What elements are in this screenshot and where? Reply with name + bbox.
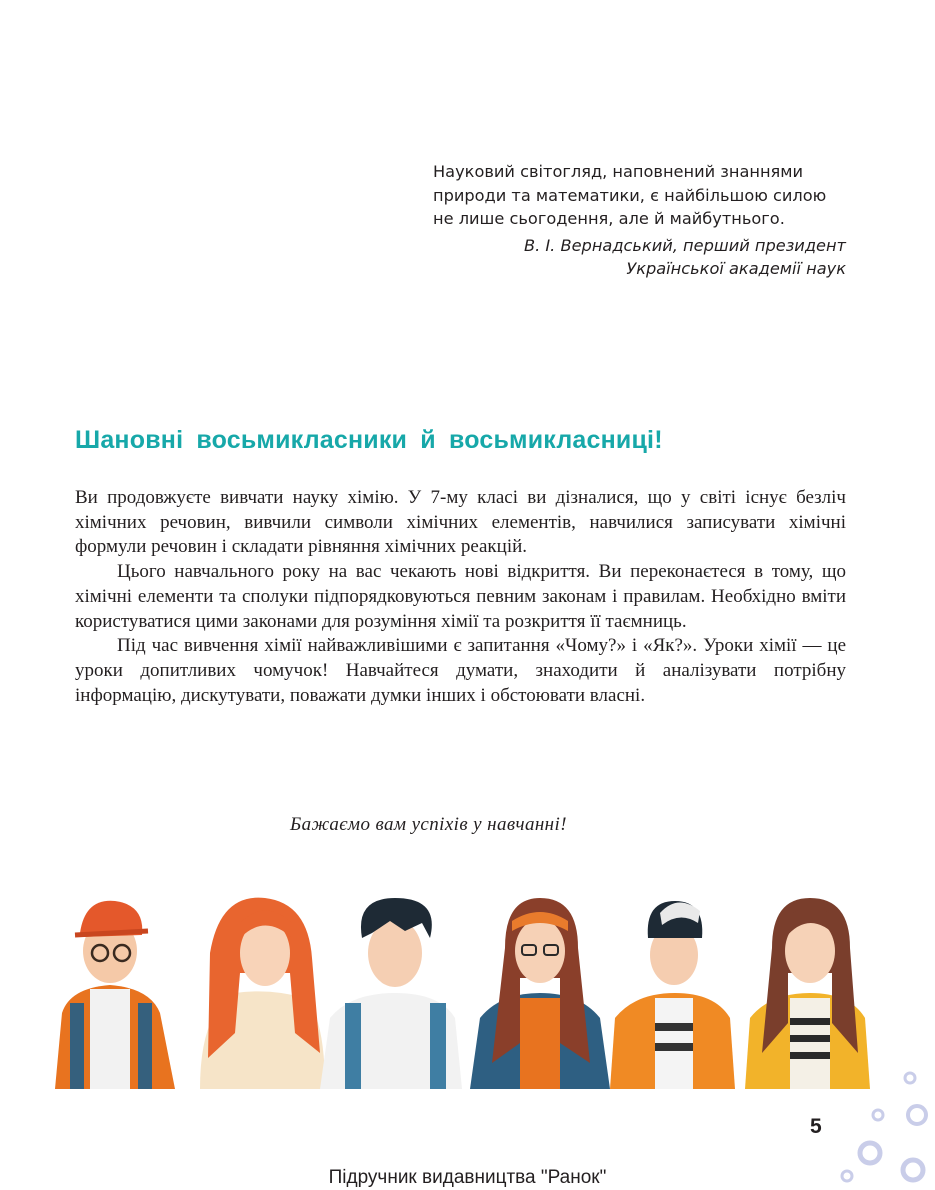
paragraph: Цього навчального року на вас чекають нові відкриття. Ви переконаєтеся в тому, що хімічні елементи та сполуки підпорядковуються певним законам і правилам. Необхідно вміти користуватися цими законами для розуміння хімії та розкриття її таємниць.	[75, 561, 846, 632]
paragraph: Під час вивчення хімії найважливішими є запитання «Чому?» і «Як?». Уроки хімії — це уроки допитливих чомучок! Навчайтеся думати, знаходити й аналізувати потрібну інформацію, дискутувати, поважати думки інших і обстоювати власні.	[75, 635, 846, 706]
epigraph-author-line: Української академії наук	[626, 259, 846, 278]
epigraph	[433, 160, 846, 281]
epigraph-quote-line: не лише сьогодення, але й майбутнього.	[433, 209, 785, 228]
epigraph-author-line: В. І. Вернадський, перший президент	[524, 235, 846, 255]
student-red-cap	[55, 901, 175, 1089]
student-dark-hair	[320, 898, 462, 1089]
page-number: 5	[810, 1115, 822, 1138]
paragraph: Ви продовжуєте вивчати науку хімію. У 7-му класі ви дізналися, що у світі існує безліч хімічних речовин, вивчили символи хімічних елементів, навчилися записувати хімічні формули речовин і складати рівняння хімічних реакцій.	[75, 487, 846, 558]
publisher-footer: Підручник видавництва "Ранок"	[328, 1167, 607, 1188]
closing-wish: Бажаємо вам успіхів у навчанні!	[290, 814, 567, 835]
student-beanie	[610, 901, 735, 1089]
body-text	[75, 486, 846, 708]
students-group-illustration	[50, 893, 870, 1089]
epigraph-quote	[433, 160, 846, 231]
epigraph-author	[433, 234, 846, 281]
student-headband	[470, 898, 610, 1089]
student-red-hair	[200, 898, 325, 1089]
epigraph-quote-line: природи та математики, є найбільшою силою	[433, 185, 827, 205]
page-heading: Шановні восьмикласники й восьмикласниці!	[75, 426, 663, 454]
epigraph-quote-line: Науковий світогляд, наповнений знаннями	[433, 162, 804, 181]
